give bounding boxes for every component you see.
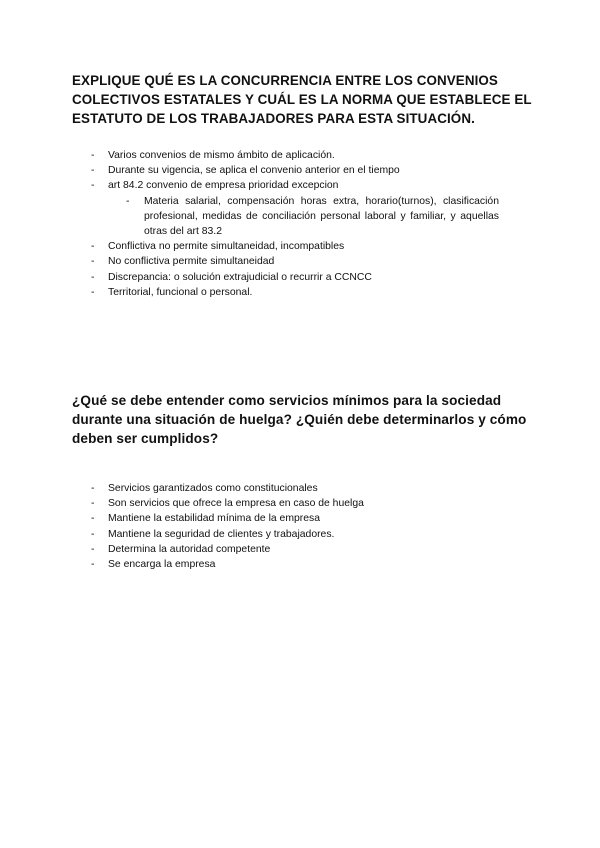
list-item (0, 496, 500, 511)
list-item (0, 511, 500, 526)
question-1-title: EXPLIQUE QUÉ ES LA CONCURRENCIA ENTRE LOS CONVENIOS COLECTIVOS ESTATALES Y CUÁL ES LA NORMA QUE ESTABLECE EL ESTATUTO DE LOS TRABAJADORES PARA ESTA SITUACIÓN. (72, 73, 532, 126)
nested-list (108, 194, 500, 240)
list-item-text: Conflictiva no permite simultaneidad, incompatibles (108, 241, 345, 253)
list-item (0, 557, 500, 572)
answer-1-list (0, 148, 500, 300)
list-item-text: Territorial, funcional o personal. (108, 286, 253, 298)
list-item (0, 285, 500, 300)
list-item-text: Varios convenios de mismo ámbito de aplicación. (108, 150, 335, 161)
dash-bullet: - (91, 528, 95, 540)
question-2-title: ¿Qué se debe entender como servicios mínimos para la sociedad durante una situación de huelga? ¿Quién debe determinarlos y cómo deben ser cumplidos? (72, 393, 527, 446)
list-item (0, 542, 500, 557)
dash-bullet: - (91, 180, 95, 192)
list-item-text: Determina la autoridad competente (108, 543, 271, 555)
dash-bullet: - (91, 559, 95, 571)
list-item-text: Servicios garantizados como constitucionales (108, 483, 318, 494)
dash-bullet: - (91, 513, 95, 525)
list-item-text: Son servicios que ofrece la empresa en caso de huelga (108, 498, 364, 510)
list-item (0, 163, 500, 178)
list-item (0, 239, 500, 254)
list-item-text: Discrepancia: o solución extrajudicial o recurrir a CCNCC (108, 271, 372, 283)
answer-2-list (0, 481, 500, 572)
dash-bullet: - (91, 498, 95, 510)
list-item (0, 270, 500, 285)
nested-list-item (126, 194, 499, 240)
dash-bullet: - (91, 150, 95, 161)
dash-bullet: - (91, 165, 95, 177)
dash-bullet: - (91, 256, 95, 268)
list-item-text: Se encarga la empresa (108, 559, 216, 571)
dash-bullet: - (91, 241, 95, 253)
list-item (0, 254, 500, 269)
dash-bullet: - (91, 483, 95, 494)
list-item (0, 148, 500, 163)
list-item-text: No conflictiva permite simultaneidad (108, 256, 275, 268)
list-item-text: Mantiene la estabilidad mínima de la empresa (108, 513, 320, 525)
dash-bullet: - (91, 271, 95, 283)
nested-list-item-text: Materia salarial, compensación horas extra, horario(turnos), clasificación profesional, medidas de conciliación personal laboral y familiar, y aquellas otras del art 83.2 (144, 195, 499, 238)
list-item (0, 178, 500, 239)
list-item-text: Durante su vigencia, se aplica el convenio anterior en el tiempo (108, 165, 400, 177)
list-item-text: art 84.2 convenio de empresa prioridad excepcion (108, 180, 339, 192)
list-item (0, 481, 500, 496)
dash-bullet: - (126, 195, 130, 207)
list-item (0, 527, 500, 542)
list-item-text: Mantiene la seguridad de clientes y trabajadores. (108, 528, 335, 540)
dash-bullet: - (91, 543, 95, 555)
dash-bullet: - (91, 286, 95, 298)
